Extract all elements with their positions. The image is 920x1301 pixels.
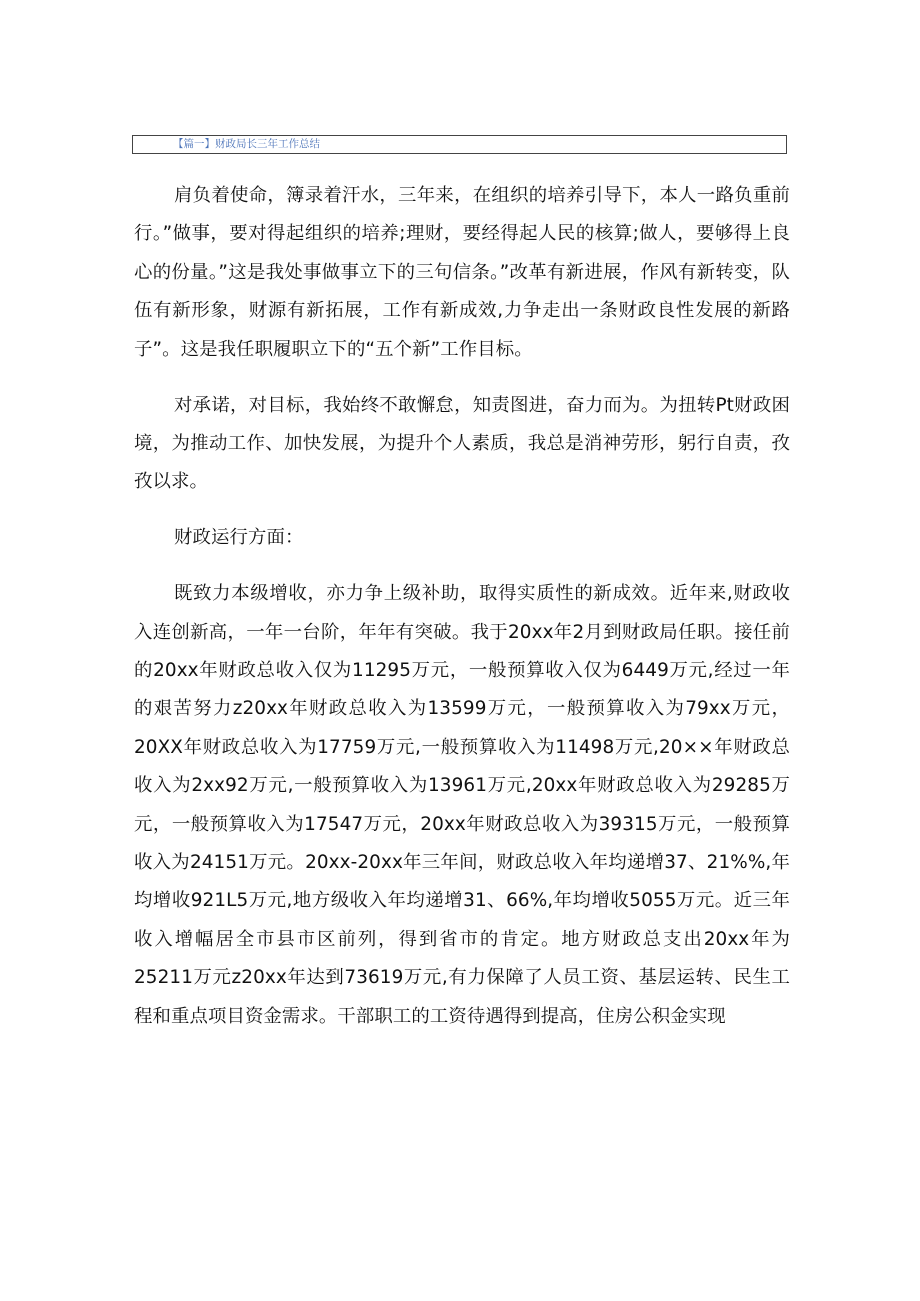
paragraph-intro: 肩负着使命，簿录着汗水，三年来，在组织的培养引导下，本人一路负重前行。”做事，要对得起组织的培养;理财，要经得起人民的核算;做人，要够得上良心的份量。”这是我处事做事立下的三句信条。”改革有新进展，作风有新转变，队伍有新形象，财源有新拓展，工作有新成效,力争走出一条财政良性发展的新路子”。这是我任职履职立下的“五个新”工作目标。 (134, 185, 790, 360)
paragraph-finance-revenue: 既致力本级增收，亦力争上级补助，取得实质性的新成效。近年来,财政收入连创新高，一年一台阶，年年有突破。我于20xx年2月到财政局任职。接任前的20xx年财政总收入仅为11295万元，一般预算收入仅为6449万元,经过一年的艰苦努力z20xx年财政总收入为13599万元，一般预算收入为79xx万元，20XX年财政总收入为17759万元,一般预算收入为11498万元,20××年财政总收入为2xx92万元,一般预算收入为13961万元,20xx年财政总收入为29285万元，一般预算收入为17547万元，20xx年财政总收入为39315万元，一般预算收入为24151万元。20xx-20xx年三年间，财政总收入年均递增37、21%%,年均增收921L5万元,地方级收入年均递增31、66%,年均增收5055万元。近三年收入增幅居全市县市区前列，得到省市的肯定。地方财政总支出20xx年为25211万元z20xx年达到73619万元,有力保障了人员工资、基层运转、民生工程和重点项目资金需求。干部职工的工资待遇得到提高，住房公积金实现 (134, 583, 790, 1027)
header-box (132, 135, 787, 154)
document-body (134, 177, 790, 1054)
paragraph-commitment: 对承诺，对目标，我始终不敢懈怠，知责图进，奋力而为。为扭转Pt财政困境，为推动工作、加快发展，为提升个人素质，我总是消神劳形，躬行自责，孜孜以求。 (134, 394, 790, 493)
document-title: 【篇一】财政局长三年工作总结 (173, 138, 320, 150)
section-heading-finance: 财政运行方面： (174, 527, 304, 549)
